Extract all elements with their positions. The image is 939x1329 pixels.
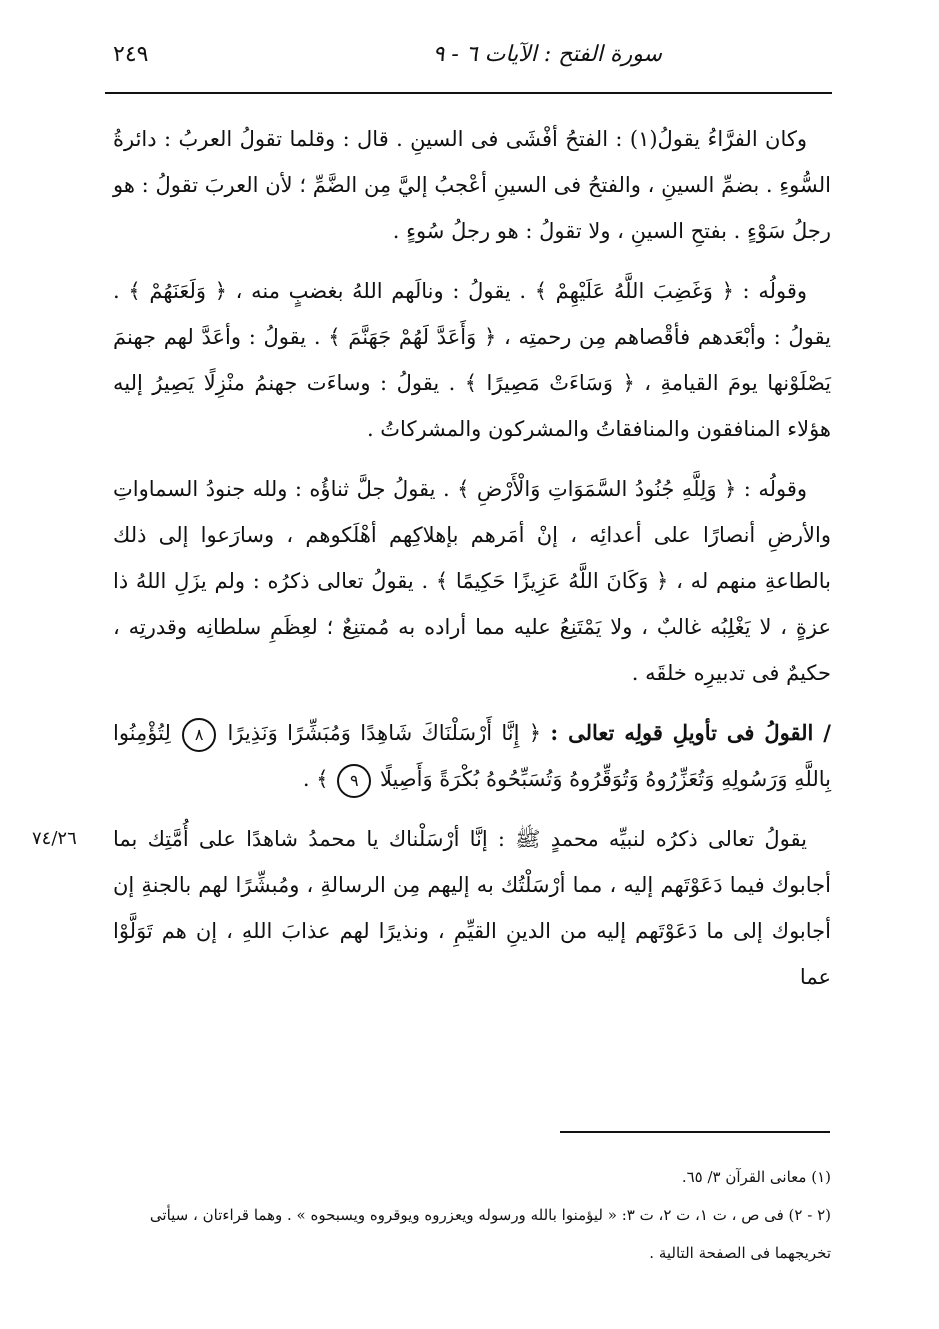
verse-close: ﴾ . — [302, 767, 329, 791]
paragraph-2: وقولُه : ﴿ وَغَضِبَ اللَّهُ عَلَيْهِمْ ﴾ . يقولُ : ونالَهم اللهُ بغضبٍ منه ، ﴿ وَلَعَنَهُمْ ﴾ . يقولُ : وأبْعَدهم فأقْصاهم مِن رحمتِه ، ﴿ وَأَعَدَّ لَهُمْ جَهَنَّمَ ﴾ . يقولُ : وأعَدَّ لهم جهنمَ يَصْلَوْنها يومَ القيامةِ ، ﴿ وَسَاءَتْ مَصِيرًا ﴾ . يقولُ : وساءَت جهنمُ منْزِلًا يَصِيرُ إليه هؤلاء المنافقون والمنافقاتُ والمشركون والمشركاتُ . — [113, 279, 831, 441]
paragraph-1: وكان الفرَّاءُ يقولُ(١) : الفتحُ أفْشَى فى السينِ . قال : وقلما تقولُ العربُ : دائرةُ السُّوءِ . بضمِّ السينِ ، والفتحُ فى السينِ أعْجبُ إليَّ مِن الضَّمِّ ؛ لأن العربَ تقولُ : هو رجلُ سَوْءٍ . بفتحِ السينِ ، ولا تقولُ : هو رجلُ سُوءٍ . — [113, 127, 831, 243]
body-text — [113, 116, 831, 1014]
footnote-2: (٢ - ٢) فى ص ، ت ١، ت ٢، ت ٣: « ليؤمنوا بالله ورسوله ويعزروه ويوقروه ويسبحوه » . وهما قراءتان ، سيأتى تخريجهما فى الصفحة التالية . — [149, 1206, 831, 1262]
ayah-number-mark: ٩ — [337, 764, 371, 798]
page-number: ٢٤٩ — [113, 42, 149, 67]
running-title: سورة الفتح : الآيات ٦ - ٩ — [432, 42, 662, 67]
paragraph-5: يقولُ تعالى ذكرُه لنبيِّه محمدٍ ﷺ : إنَّا أرْسَلْناك يا محمدُ شاهدًا على أُمَّتِك بما أجابوك فيما دَعَوْتَهم إليه ، مما أرْسَلْتُك به إليهم مِن الرسالةِ ، ومُبشِّرًا لهم بالجنةِ إن أجابوك إلى ما دَعَوْتَهم إليه من الدينِ القيِّمِ ، ونذيرًا لهم عذابَ اللهِ ، إن هم تَوَلَّوْا عما — [113, 827, 831, 989]
verse-heading-paragraph — [113, 710, 831, 802]
verse-text-b: لِتُؤْمِنُوا بِاللَّهِ وَرَسُولِهِ وَتُعَزِّرُوهُ وَتُوَقِّرُوهُ وَتُسَبِّحُوهُ بُكْرَةً وَأَصِيلًا — [113, 721, 831, 791]
paragraph-3: وقولُه : ﴿ وَلِلَّهِ جُنُودُ السَّمَوَاتِ وَالْأَرْضِ ﴾ . يقولُ جلَّ ثناؤُه : ولله جنودُ السماواتِ والأرضِ أنصارًا على أعدائِه ، إنْ أمَرهم بإهلاكِهم أهْلَكوهم ، وسارَعوا إلى ذلك بالطاعةِ منهم له ، ﴿ وَكَانَ اللَّهُ عَزِيزًا حَكِيمًا ﴾ . يقولُ تعالى ذكرُه : ولم يزَلِ اللهُ ذا عزةٍ ، لا يَغْلِبُه غالبٌ ، ولا يَمْتَنِعُ عليه مما أراده به مُمتنِعٌ ؛ لعِظَمِ سلطانِه وقدرتِه ، حكيمٌ فى تدبيرِه خلقَه . — [113, 477, 831, 685]
footnotes — [113, 1158, 831, 1272]
ayah-number-mark: ٨ — [182, 718, 216, 752]
section-heading: / القولُ فى تأويلِ قولِه تعالى : — [550, 720, 831, 745]
footnote-1: (١) معانى القرآن ٣/ ٦٥. — [681, 1168, 831, 1186]
footnote-rule — [560, 1131, 830, 1133]
margin-reference: ٧٤/٢٦ — [32, 828, 77, 849]
page-header — [105, 40, 832, 88]
header-rule — [105, 92, 832, 94]
verse-text-a: ﴿ إِنَّا أَرْسَلْنَاكَ شَاهِدًا وَمُبَشِّرًا وَنَذِيرًا — [227, 721, 542, 745]
